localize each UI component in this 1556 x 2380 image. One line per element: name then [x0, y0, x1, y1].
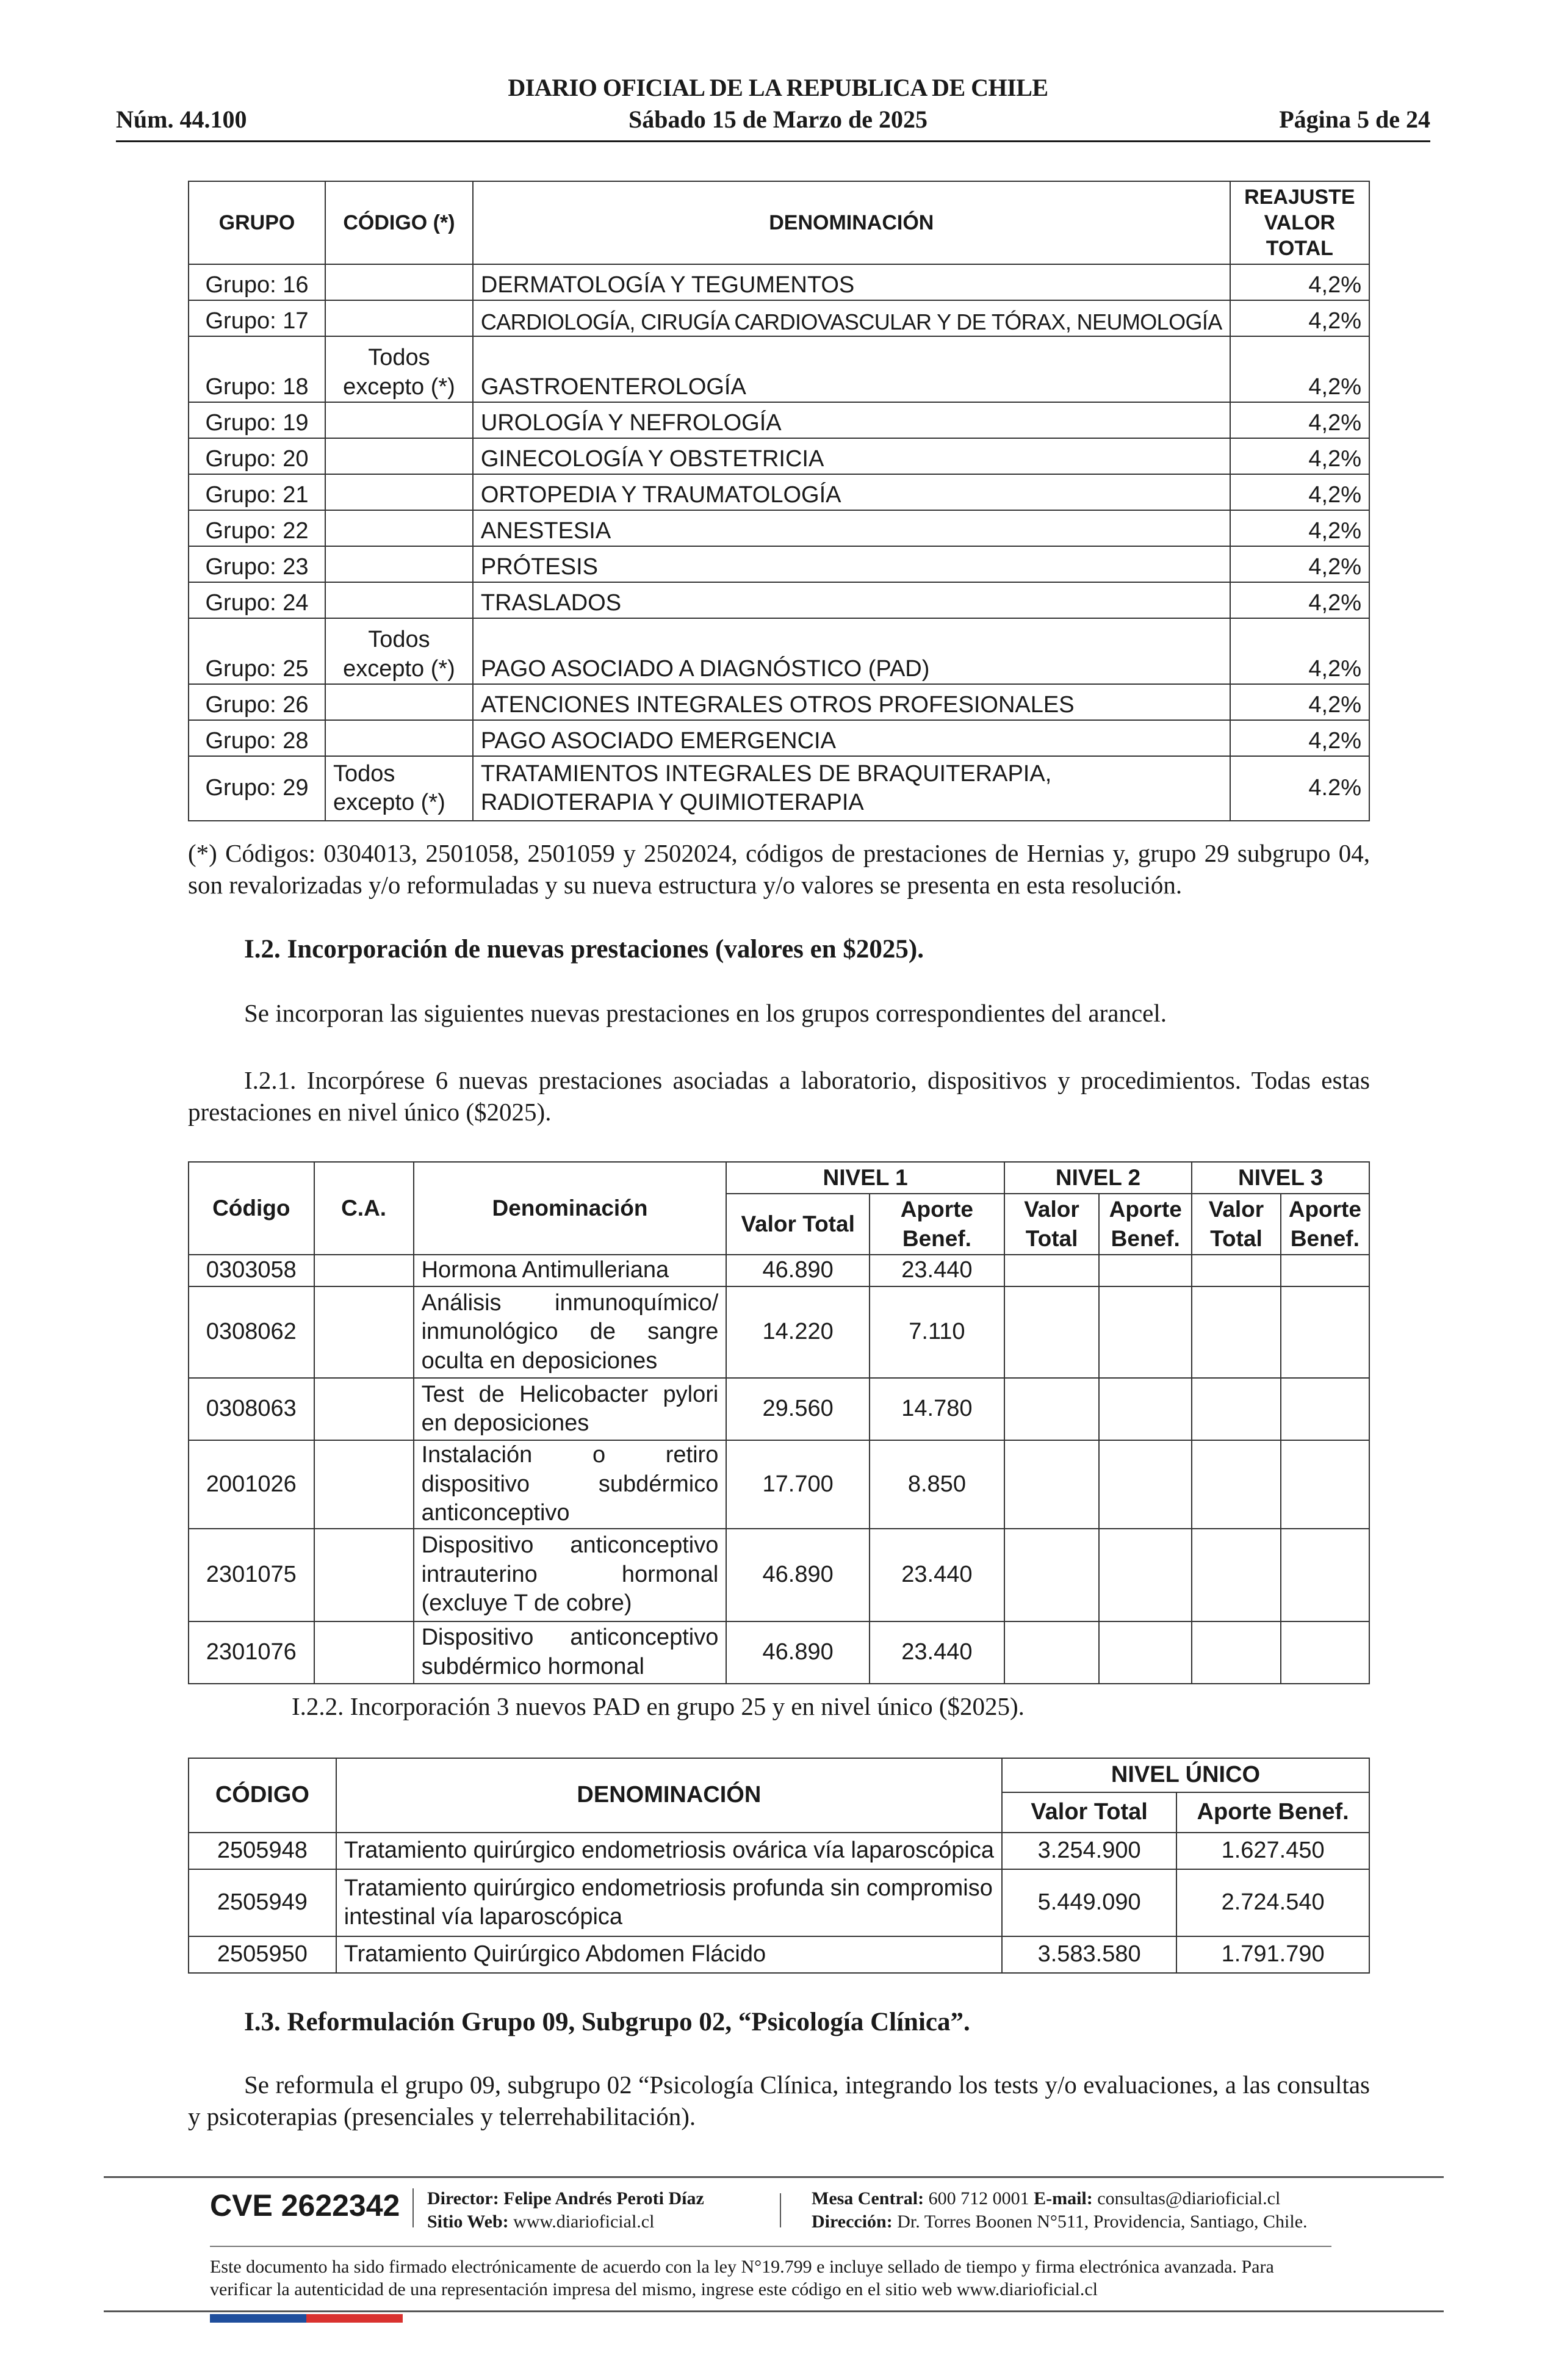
web-label: Sitio Web: — [427, 2212, 509, 2232]
cell-grupo: Grupo: 25 — [189, 618, 325, 684]
header-aporte-benef: Aporte Benef. — [1099, 1194, 1192, 1255]
cell-grupo: Grupo: 21 — [189, 474, 325, 510]
cell-grupo: Grupo: 20 — [189, 438, 325, 474]
cell-n2-valor — [1004, 1378, 1099, 1440]
cell-n3-valor — [1192, 1378, 1281, 1440]
cell-ca — [314, 1378, 414, 1440]
cell-codigo — [325, 264, 473, 300]
cell-n3-aporte — [1281, 1255, 1369, 1286]
header-ca: C.A. — [314, 1162, 414, 1255]
table-row — [189, 474, 1369, 510]
cell-codigo: 0303058 — [189, 1255, 314, 1286]
cve-code: CVE 2622342 — [210, 2188, 400, 2223]
cell-n2-aporte — [1099, 1440, 1192, 1529]
table-row — [189, 1255, 1369, 1286]
section-i2-heading: I.2. Incorporación de nuevas prestaciones (valores en $2025). — [244, 935, 924, 964]
table-row — [189, 1378, 1369, 1440]
header-denominacion: DENOMINACIÓN — [473, 181, 1230, 264]
cell-denominacion: UROLOGÍA Y NEFROLOGÍA — [473, 402, 1230, 438]
section-i3-text: Se reformula el grupo 09, subgrupo 02 “Psicología Clínica, integrando los tests y/o evaluaciones, a las consultas y psicoterapias (presenciales y telerrehabilitación). — [188, 2071, 1370, 2130]
header-valor-total: Valor Total — [1004, 1194, 1099, 1255]
cell-grupo: Grupo: 28 — [189, 720, 325, 756]
cell-grupo: Grupo: 17 — [189, 300, 325, 336]
cell-denominacion: PAGO ASOCIADO A DIAGNÓSTICO (PAD) — [473, 618, 1230, 684]
header-aporte-benef: Aporte Benef. — [870, 1194, 1004, 1255]
header-valor-total: Valor Total — [726, 1194, 870, 1255]
cell-valor: 3.583.580 — [1002, 1936, 1176, 1973]
cell-n3-valor — [1192, 1621, 1281, 1684]
table-row — [189, 1621, 1369, 1684]
table-row — [189, 684, 1369, 720]
header-denominacion: DENOMINACIÓN — [336, 1758, 1002, 1833]
cell-ca — [314, 1255, 414, 1286]
cell-n2-valor — [1004, 1255, 1099, 1286]
newspaper-title: DIARIO OFICIAL DE LA REPUBLICA DE CHILE — [508, 74, 1048, 101]
cell-n3-aporte — [1281, 1286, 1369, 1378]
cell-codigo: 0308063 — [189, 1378, 314, 1440]
header-codigo: CÓDIGO — [189, 1758, 336, 1833]
table-row — [189, 264, 1369, 300]
cell-grupo: Grupo: 24 — [189, 582, 325, 618]
cell-reajuste: 4,2% — [1230, 546, 1369, 582]
table-header-row — [189, 1758, 1369, 1792]
cell-reajuste: 4,2% — [1230, 582, 1369, 618]
cell-codigo — [325, 720, 473, 756]
header-nivel-unico: NIVEL ÚNICO — [1002, 1758, 1369, 1792]
footer-contact-block — [812, 2187, 1361, 2234]
cell-reajuste: 4,2% — [1230, 438, 1369, 474]
footer-divider-middle — [210, 2246, 1331, 2247]
cell-grupo: Grupo: 26 — [189, 684, 325, 720]
director-name: Felipe Andrés Peroti Díaz — [503, 2188, 704, 2209]
cell-n1-valor: 46.890 — [726, 1621, 870, 1684]
cell-n3-aporte — [1281, 1440, 1369, 1529]
cell-n2-aporte — [1099, 1621, 1192, 1684]
header-nivel1: NIVEL 1 — [726, 1162, 1004, 1194]
table-row — [189, 1869, 1369, 1936]
table-row — [189, 300, 1369, 336]
cell-n1-valor: 14.220 — [726, 1286, 870, 1378]
cell-n3-valor — [1192, 1255, 1281, 1286]
table-row — [189, 1936, 1369, 1973]
cell-denominacion: Tratamiento Quirúrgico Abdomen Flácido — [336, 1936, 1002, 1973]
header-nivel2: NIVEL 2 — [1004, 1162, 1192, 1194]
issue-number: Núm. 44.100 — [116, 106, 247, 133]
cell-reajuste: 4,2% — [1230, 474, 1369, 510]
mesa-label: Mesa Central: — [812, 2188, 924, 2209]
flag-stripe-blue — [210, 2314, 306, 2323]
page-indicator: Página 5 de 24 — [1279, 106, 1430, 133]
section-i2-1-text: I.2.1. Incorpórese 6 nuevas prestaciones asociadas a laboratorio, dispositivos y procedimientos. Todas estas prestaciones en nivel único ($2025). — [188, 1066, 1370, 1126]
cell-codigo: 2001026 — [189, 1440, 314, 1529]
cell-n1-valor: 46.890 — [726, 1255, 870, 1286]
cell-codigo: Todos excepto (*) — [325, 756, 473, 821]
table-row — [189, 438, 1369, 474]
table-row — [189, 402, 1369, 438]
cell-denominacion: Análisis inmunoquímico/ inmunológico de sangre oculta en deposiciones — [414, 1286, 727, 1378]
cell-reajuste: 4.2% — [1230, 756, 1369, 821]
footer-separator — [412, 2188, 414, 2227]
header-divider — [116, 140, 1430, 142]
mesa-phone: 600 712 0001 — [928, 2188, 1029, 2209]
cell-n1-aporte: 23.440 — [870, 1529, 1004, 1621]
cell-denominacion: CARDIOLOGÍA, CIRUGÍA CARDIOVASCULAR Y DE TÓRAX, NEUMOLOGÍA — [473, 300, 1230, 336]
table-row — [189, 1286, 1369, 1378]
cell-ca — [314, 1440, 414, 1529]
cell-n1-aporte: 23.440 — [870, 1255, 1004, 1286]
cell-reajuste: 4,2% — [1230, 402, 1369, 438]
cell-ca — [314, 1621, 414, 1684]
issue-date: Sábado 15 de Marzo de 2025 — [629, 106, 927, 133]
cell-grupo: Grupo: 16 — [189, 264, 325, 300]
cell-n3-aporte — [1281, 1378, 1369, 1440]
header-reajuste: REAJUSTE VALOR TOTAL — [1230, 181, 1369, 264]
cell-denominacion: TRASLADOS — [473, 582, 1230, 618]
cell-n3-valor — [1192, 1529, 1281, 1621]
cell-denominacion: ATENCIONES INTEGRALES OTROS PROFESIONALES — [473, 684, 1230, 720]
table-row — [189, 582, 1369, 618]
cell-denominacion: Dispositivo anticonceptivo intrauterino hormonal (excluye T de cobre) — [414, 1529, 727, 1621]
header-valor-total: Valor Total — [1002, 1792, 1176, 1833]
cell-n2-aporte — [1099, 1529, 1192, 1621]
table-row — [189, 510, 1369, 546]
cell-codigo — [325, 684, 473, 720]
cell-n1-aporte: 7.110 — [870, 1286, 1004, 1378]
cell-reajuste: 4,2% — [1230, 684, 1369, 720]
cell-codigo: 2505950 — [189, 1936, 336, 1973]
section-i2-intro: Se incorporan las siguientes nuevas prestaciones en los grupos correspondientes del arancel. — [244, 999, 1167, 1027]
cell-ca — [314, 1529, 414, 1621]
cell-grupo: Grupo: 22 — [189, 510, 325, 546]
flag-stripe-red — [306, 2314, 403, 2323]
header-valor-total: Valor Total — [1192, 1194, 1281, 1255]
table-header-row — [189, 1162, 1369, 1194]
cell-codigo: 0308062 — [189, 1286, 314, 1378]
header-grupo: GRUPO — [189, 181, 325, 264]
cell-aporte: 2.724.540 — [1176, 1869, 1369, 1936]
footer-divider-top — [104, 2176, 1444, 2178]
cell-n2-valor — [1004, 1621, 1099, 1684]
new-prestaciones-table — [188, 1161, 1370, 1684]
cell-valor: 3.254.900 — [1002, 1833, 1176, 1869]
email-label: E-mail: — [1034, 2188, 1093, 2209]
cell-denominacion: GINECOLOGÍA Y OBSTETRICIA — [473, 438, 1230, 474]
cell-n2-valor — [1004, 1440, 1099, 1529]
cell-denominacion: Tratamiento quirúrgico endometriosis ovárica vía laparoscópica — [336, 1833, 1002, 1869]
cell-codigo — [325, 402, 473, 438]
section-i2-2-text: I.2.2. Incorporación 3 nuevos PAD en grupo 25 y en nivel único ($2025). — [292, 1692, 1025, 1720]
header-codigo: Código — [189, 1162, 314, 1255]
header-denominacion: Denominación — [414, 1162, 727, 1255]
cell-codigo — [325, 510, 473, 546]
table-row — [189, 336, 1369, 402]
cell-valor: 5.449.090 — [1002, 1869, 1176, 1936]
cell-denominacion: Hormona Antimulleriana — [414, 1255, 727, 1286]
cell-denominacion: ORTOPEDIA Y TRAUMATOLOGÍA — [473, 474, 1230, 510]
table-row — [189, 618, 1369, 684]
cell-denominacion: DERMATOLOGÍA Y TEGUMENTOS — [473, 264, 1230, 300]
table-row — [189, 1529, 1369, 1621]
cell-codigo: 2301076 — [189, 1621, 314, 1684]
cell-n1-aporte: 23.440 — [870, 1621, 1004, 1684]
cell-codigo — [325, 438, 473, 474]
cell-codigo — [325, 546, 473, 582]
cell-codigo: Todos excepto (*) — [325, 336, 473, 402]
cell-denominacion: Test de Helicobacter pylori en deposiciones — [414, 1378, 727, 1440]
cell-denominacion: PRÓTESIS — [473, 546, 1230, 582]
director-label: Director: — [427, 2188, 499, 2209]
cell-n3-valor — [1192, 1286, 1281, 1378]
cell-reajuste: 4,2% — [1230, 618, 1369, 684]
email-link[interactable]: consultas@diarioficial.cl — [1097, 2188, 1281, 2209]
cell-reajuste: 4,2% — [1230, 720, 1369, 756]
reajuste-table — [188, 181, 1370, 821]
cell-codigo: 2301075 — [189, 1529, 314, 1621]
footer-divider-bottom — [104, 2310, 1444, 2312]
footer-separator — [780, 2193, 781, 2227]
cell-reajuste: 4,2% — [1230, 300, 1369, 336]
table-row — [189, 720, 1369, 756]
cell-grupo: Grupo: 18 — [189, 336, 325, 402]
cell-ca — [314, 1286, 414, 1378]
header-aporte-benef: Aporte Benef. — [1176, 1792, 1369, 1833]
codes-footnote: (*) Códigos: 0304013, 2501058, 2501059 y 2502024, códigos de prestaciones de Hernias y, grupo 29 subgrupo 04, son revalorizadas y/o reformuladas y su nueva estructura y/o valores se presenta en esta resolución. — [188, 839, 1370, 899]
table-header-row — [189, 181, 1369, 264]
cell-reajuste: 4,2% — [1230, 510, 1369, 546]
footer-director-block — [427, 2187, 769, 2234]
cell-codigo: 2505949 — [189, 1869, 336, 1936]
web-link[interactable]: www.diarioficial.cl — [513, 2212, 655, 2232]
header-nivel3: NIVEL 3 — [1192, 1162, 1369, 1194]
header-aporte-benef: Aporte Benef. — [1281, 1194, 1369, 1255]
cell-codigo — [325, 582, 473, 618]
cell-n2-valor — [1004, 1286, 1099, 1378]
cell-denominacion: Dispositivo anticonceptivo subdérmico hormonal — [414, 1621, 727, 1684]
new-pad-table — [188, 1758, 1370, 1974]
cell-codigo: Todos excepto (*) — [325, 618, 473, 684]
cell-n1-valor: 17.700 — [726, 1440, 870, 1529]
cell-n2-aporte — [1099, 1378, 1192, 1440]
cell-n2-aporte — [1099, 1286, 1192, 1378]
cell-reajuste: 4,2% — [1230, 336, 1369, 402]
cell-denominacion: Tratamiento quirúrgico endometriosis profunda sin compromiso intestinal vía laparoscópica — [336, 1869, 1002, 1936]
cell-denominacion: Instalación o retiro dispositivo subdérmico anticonceptivo — [414, 1440, 727, 1529]
cell-n3-aporte — [1281, 1529, 1369, 1621]
table-row — [189, 1833, 1369, 1869]
cell-n1-aporte: 14.780 — [870, 1378, 1004, 1440]
cell-n1-valor: 29.560 — [726, 1378, 870, 1440]
table-row — [189, 546, 1369, 582]
header-codigo: CÓDIGO (*) — [325, 181, 473, 264]
section-i3-heading: I.3. Reformulación Grupo 09, Subgrupo 02, “Psicología Clínica”. — [244, 2008, 970, 2036]
cell-n2-aporte — [1099, 1255, 1192, 1286]
table-row — [189, 756, 1369, 821]
cell-reajuste: 4,2% — [1230, 264, 1369, 300]
cell-codigo: 2505948 — [189, 1833, 336, 1869]
cell-aporte: 1.627.450 — [1176, 1833, 1369, 1869]
direccion-label: Dirección: — [812, 2212, 893, 2232]
table-row — [189, 1440, 1369, 1529]
cell-n3-aporte — [1281, 1621, 1369, 1684]
cell-denominacion: ANESTESIA — [473, 510, 1230, 546]
cell-aporte: 1.791.790 — [1176, 1936, 1369, 1973]
cell-grupo: Grupo: 23 — [189, 546, 325, 582]
cell-denominacion: PAGO ASOCIADO EMERGENCIA — [473, 720, 1230, 756]
cell-n1-aporte: 8.850 — [870, 1440, 1004, 1529]
cell-denominacion: GASTROENTEROLOGÍA — [473, 336, 1230, 402]
signature-note: Este documento ha sido firmado electrónicamente de acuerdo con la ley N°19.799 e incluye sellado de tiempo y firma electrónica avanzada. Para verificar la autenticidad de una representación impresa del mismo, ingrese este código en el sitio web www.diarioficial.cl — [210, 2257, 1274, 2299]
cell-denominacion: TRATAMIENTOS INTEGRALES DE BRAQUITERAPIA, RADIOTERAPIA Y QUIMIOTERAPIA — [473, 756, 1230, 821]
cell-codigo — [325, 474, 473, 510]
cell-grupo: Grupo: 29 — [189, 756, 325, 821]
direccion-value: Dr. Torres Boonen N°511, Providencia, Santiago, Chile. — [897, 2212, 1308, 2232]
cell-n2-valor — [1004, 1529, 1099, 1621]
cell-grupo: Grupo: 19 — [189, 402, 325, 438]
cell-codigo — [325, 300, 473, 336]
cell-n3-valor — [1192, 1440, 1281, 1529]
cell-n1-valor: 46.890 — [726, 1529, 870, 1621]
